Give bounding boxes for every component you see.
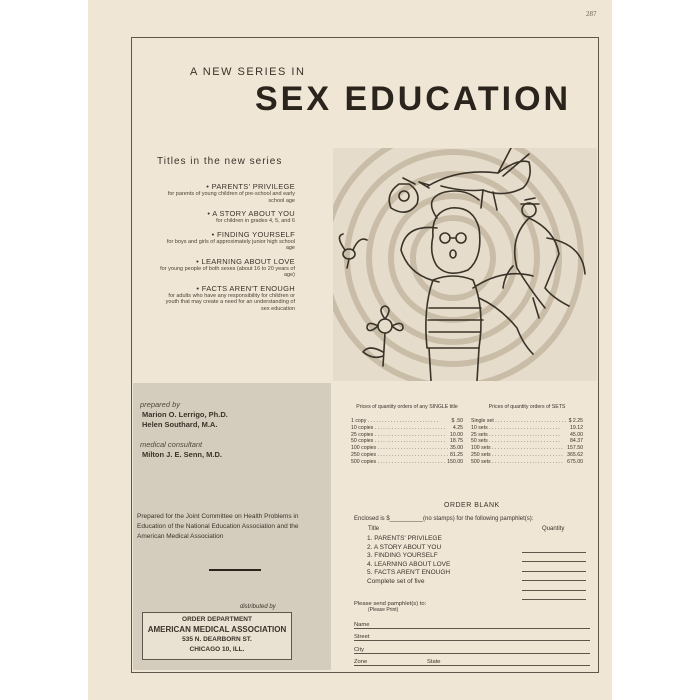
price-row bbox=[471, 452, 583, 459]
price-row bbox=[471, 418, 583, 425]
consultant-label: medical consultant bbox=[140, 440, 203, 449]
state-label: State bbox=[427, 659, 441, 665]
price-row bbox=[351, 438, 463, 445]
price-value: 4.25 bbox=[452, 424, 463, 431]
zone-state-field[interactable] bbox=[354, 655, 590, 667]
city-address: CHICAGO 10, ILL. bbox=[189, 646, 245, 653]
price-row bbox=[351, 452, 463, 459]
divider bbox=[209, 569, 261, 571]
price-qty: Single set . . . bbox=[471, 418, 567, 425]
price-value: 675.00 bbox=[567, 458, 583, 465]
title-desc: for parents of young children of pre-school and early school age bbox=[167, 191, 295, 204]
price-value: 84.37 bbox=[570, 438, 583, 445]
price-row bbox=[351, 459, 463, 466]
title-desc: for boys and girls of approximately junior high school age bbox=[166, 238, 295, 251]
price-row bbox=[471, 445, 583, 452]
price-qty: 1 copy . . . bbox=[351, 418, 449, 425]
price-qty: 50 sets . . . bbox=[471, 438, 568, 445]
title-item bbox=[160, 183, 295, 204]
price-value: $ .50 bbox=[451, 418, 463, 424]
price-qty: 50 copies . . . bbox=[351, 438, 448, 445]
order-items bbox=[367, 535, 450, 586]
sets-price-table bbox=[471, 404, 583, 466]
please-print-note: (Please Print) bbox=[368, 607, 399, 613]
street-address: 535 N. DEARBORN ST. bbox=[182, 636, 252, 643]
single-price-table bbox=[351, 404, 463, 466]
title-item bbox=[160, 258, 295, 279]
quantity-field[interactable] bbox=[522, 581, 586, 591]
order-item: 3. FINDING YOURSELF bbox=[367, 552, 438, 559]
titles-list bbox=[160, 183, 295, 318]
title-name: • PARENTS' PRIVILEGE bbox=[206, 182, 295, 191]
enclosed-amount-line[interactable]: Enclosed is $__________(no stamps) for the following pamphlet(s): bbox=[354, 516, 534, 522]
title-name: • FINDING YOURSELF bbox=[211, 229, 295, 239]
quantity-field[interactable] bbox=[522, 543, 586, 553]
sets-price-heading: Prices of quantity orders of SETS bbox=[488, 404, 566, 410]
prepared-label: prepared by bbox=[140, 400, 181, 409]
price-qty: 250 sets . . . bbox=[471, 452, 565, 459]
prepared-for-text: Prepared for the Joint Committee on Health Problems in Education of the National Education Association and the American Medical Association bbox=[137, 513, 299, 540]
order-column-headers bbox=[368, 526, 588, 532]
street-label: Street bbox=[354, 634, 370, 640]
price-qty: 10 sets . . . bbox=[471, 425, 568, 432]
price-row bbox=[351, 445, 463, 452]
price-value: 18.75 bbox=[450, 438, 463, 445]
price-value: 35.00 bbox=[450, 445, 463, 452]
credits bbox=[140, 400, 228, 460]
price-row bbox=[471, 432, 583, 439]
send-to-text: Please send pamphlet(s) to: bbox=[354, 601, 427, 607]
titles-heading: Titles in the new series bbox=[157, 156, 283, 167]
name-field[interactable] bbox=[354, 617, 590, 629]
price-value: 19.12 bbox=[570, 424, 583, 431]
zone-label: Zone bbox=[354, 659, 368, 665]
city-label: City bbox=[354, 646, 364, 653]
price-row bbox=[471, 459, 583, 466]
price-value: 365.62 bbox=[567, 451, 583, 458]
order-department: ORDER DEPARTMENT bbox=[182, 616, 252, 623]
order-item: 4. LEARNING ABOUT LOVE bbox=[367, 560, 451, 568]
price-value: 81.25 bbox=[450, 451, 463, 458]
kicker: A NEW SERIES IN bbox=[190, 66, 306, 78]
title-name: • LEARNING ABOUT LOVE bbox=[196, 256, 295, 266]
distributor-box bbox=[142, 612, 292, 660]
quantity-column-header: Quantity bbox=[542, 526, 565, 532]
price-qty: 250 copies . . . bbox=[351, 452, 448, 459]
price-qty: 10 copies . . . bbox=[351, 425, 451, 432]
cartoon-illustration bbox=[333, 148, 597, 381]
price-row bbox=[471, 438, 583, 445]
price-qty: 25 copies . . . bbox=[351, 432, 448, 439]
price-qty: 25 sets . . . bbox=[471, 432, 568, 439]
title-item bbox=[160, 210, 295, 225]
city-field[interactable] bbox=[354, 642, 590, 654]
address-fields bbox=[354, 617, 590, 667]
title-desc: for adults who have any responsibility for children or youth that may create a need for an understanding of sex education bbox=[165, 292, 295, 312]
send-to-label bbox=[354, 601, 426, 613]
title-item bbox=[160, 285, 295, 313]
quantity-field[interactable] bbox=[522, 572, 586, 582]
title-desc: for children in grades 4, 5, and 6 bbox=[216, 218, 295, 224]
distributed-label: distributed by bbox=[240, 604, 276, 610]
order-item: 1. PARENTS' PRIVILEGE bbox=[367, 535, 442, 542]
price-row bbox=[351, 418, 463, 425]
title-column-header: Title bbox=[368, 526, 380, 532]
price-value: 45.00 bbox=[570, 431, 583, 438]
title-desc: for young people of both sexes (about 16 to 20 years of age) bbox=[160, 265, 295, 278]
price-row bbox=[351, 425, 463, 432]
quantity-field[interactable] bbox=[522, 562, 586, 572]
title-name: • FACTS AREN'T ENOUGH bbox=[196, 283, 295, 293]
price-qty: 500 copies . . . bbox=[351, 459, 445, 466]
price-row bbox=[471, 425, 583, 432]
quantity-field[interactable] bbox=[522, 553, 586, 563]
consultant-name: Milton J. E. Senn, M.D. bbox=[142, 450, 223, 459]
price-value: $ 2.25 bbox=[568, 418, 583, 424]
author-name: Marion O. Lerrigo, Ph.D. bbox=[142, 410, 228, 419]
page-number: 287 bbox=[586, 10, 597, 18]
title-name: • A STORY ABOUT YOU bbox=[207, 209, 295, 218]
author-name: Helen Southard, M.A. bbox=[142, 420, 218, 429]
price-value: 157.50 bbox=[567, 445, 583, 452]
price-value: 150.00 bbox=[447, 458, 463, 465]
quantity-fields bbox=[522, 543, 586, 600]
title-item bbox=[160, 231, 295, 252]
quantity-field[interactable] bbox=[522, 591, 586, 601]
order-item: 2. A STORY ABOUT YOU bbox=[367, 543, 442, 551]
price-row bbox=[351, 432, 463, 439]
organization-name: AMERICAN MEDICAL ASSOCIATION bbox=[147, 625, 287, 634]
name-label: Name bbox=[354, 621, 370, 628]
order-item: 5. FACTS AREN'T ENOUGH bbox=[367, 569, 451, 576]
order-item: Complete set of five bbox=[367, 577, 425, 585]
order-blank-title: ORDER BLANK bbox=[444, 502, 500, 509]
street-field[interactable] bbox=[354, 630, 590, 642]
price-qty: 100 sets . . . bbox=[471, 445, 565, 452]
single-price-heading: Prices of quantity orders of any SINGLE title bbox=[356, 404, 458, 410]
price-value: 10.00 bbox=[450, 431, 463, 438]
price-qty: 100 copies . . . bbox=[351, 445, 448, 452]
headline: SEX EDUCATION bbox=[255, 80, 572, 118]
price-qty: 500 sets . . . bbox=[471, 459, 565, 466]
